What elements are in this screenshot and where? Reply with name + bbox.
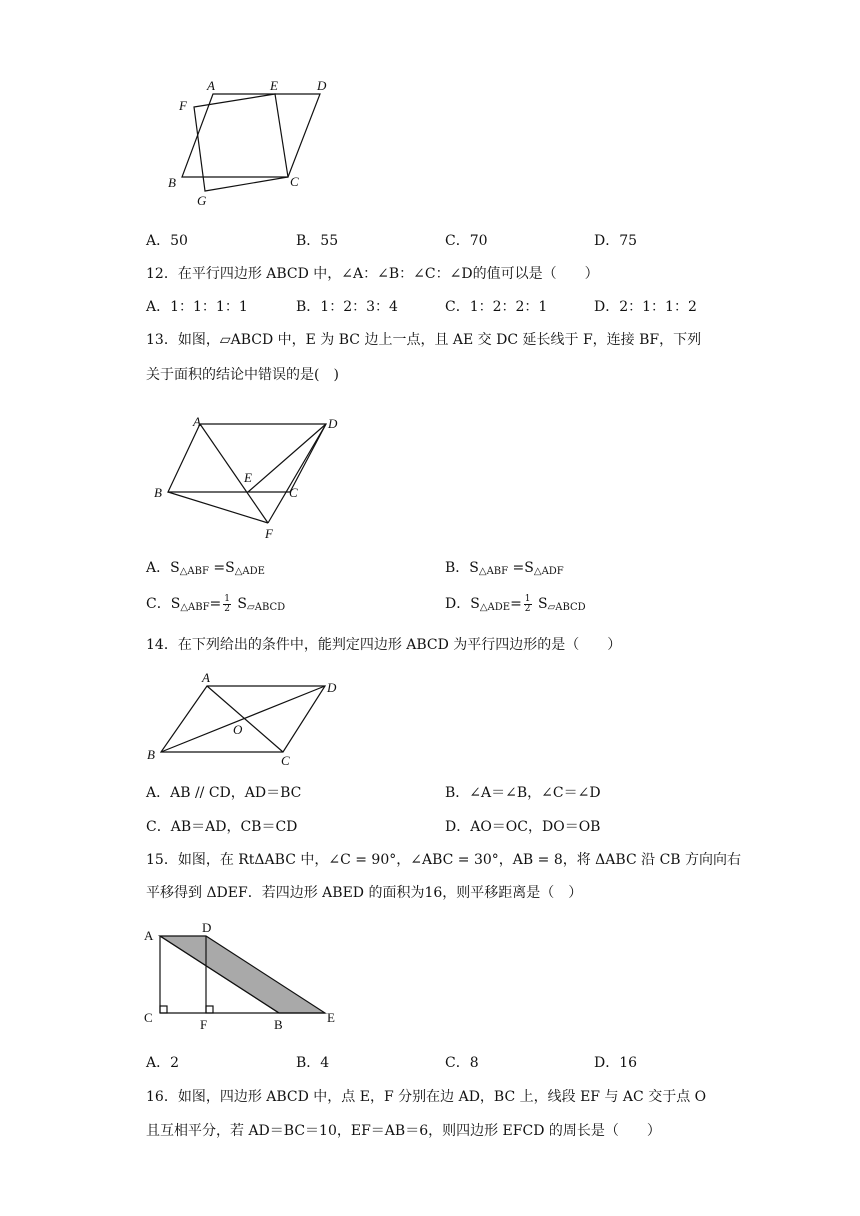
q15-label-e: E — [327, 1010, 335, 1025]
q11-option-d: D．75 — [594, 233, 638, 249]
q11-option-a: A．50 — [146, 233, 188, 249]
q13-figure — [150, 414, 350, 544]
q15-option-c: C．8 — [445, 1055, 479, 1071]
q14-label-a: A — [202, 670, 210, 685]
q14-stem: 14．在下列给出的条件中，能判定四边形 ABCD 为平行四边形的是（ ） — [146, 637, 622, 653]
q13-option-d: D．$S_{\triangle ADE}=$ $\frac{1}{2}$ $S_{▱ABCD}$ — [445, 593, 586, 614]
q11-label-g: G — [197, 193, 207, 208]
q11-label-d: D — [317, 78, 327, 93]
q11-option-c: C．70 — [445, 233, 488, 249]
q14-option-a: A．AB // CD，AD＝BC — [146, 785, 302, 801]
q11-figure — [160, 76, 340, 210]
q15-option-a: A．2 — [146, 1055, 180, 1071]
q14-option-b: B．∠A＝∠B，∠C＝∠D — [445, 785, 601, 801]
q11-label-c: C — [290, 174, 299, 189]
q12-option-a: A．1：1：1：1 — [146, 299, 248, 315]
q13-stem-line1: 13．如图，▱ABCD 中，E 为 BC 边上一点，且 AE 交 DC 延长线于 F，连接 BF，下列 — [146, 332, 702, 348]
q13-option-b: B．$S_{\triangle ABF} =S_{\triangle ADF}$ — [445, 560, 564, 577]
q13-label-e: E — [244, 470, 252, 485]
q12-option-b: B．1：2：3：4 — [296, 299, 398, 315]
q12-option-c: C．1：2：2：1 — [445, 299, 548, 315]
q15-label-d: D — [202, 920, 212, 935]
q15-label-b: B — [274, 1017, 283, 1032]
q14-label-d: D — [327, 680, 337, 695]
q12-option-d: D．2：1：1：2 — [594, 299, 697, 315]
q13-label-a: A — [193, 414, 201, 429]
q13-option-a: A．$S_{\triangle ABF} =S_{\triangle ADE}$ — [146, 560, 265, 577]
q15-figure — [140, 916, 350, 1036]
q16-stem-line2: 且互相平分，若 AD＝BC＝10，EF＝AB＝6，则四边形 EFCD 的周长是（ ） — [146, 1123, 661, 1139]
q14-label-c: C — [281, 753, 290, 768]
fraction: $\frac{1}{2}$ — [524, 593, 531, 614]
q12-stem: 12．在平行四边形 ABCD 中，∠A：∠B：∠C：∠D的值可以是（ ） — [146, 266, 599, 282]
q13-label-c: C — [289, 485, 298, 500]
q11-label-a: A — [207, 78, 215, 93]
q13-option-c: C．$S_{\triangle ABF}=$ $\frac{1}{2}$ $S_{▱ABCD}$ — [146, 593, 286, 614]
q13-label-b: B — [154, 485, 162, 500]
q11-label-e: E — [270, 78, 278, 93]
q14-option-d: D．AO＝OC，DO＝OB — [445, 819, 601, 835]
fraction: $\frac{1}{2}$ — [224, 593, 230, 614]
q14-label-b: B — [147, 747, 155, 762]
q15-label-c: C — [144, 1010, 153, 1025]
q14-option-c: C．AB＝AD，CB＝CD — [146, 819, 298, 835]
q11-label-b: B — [168, 175, 176, 190]
q15-option-b: B．4 — [296, 1055, 330, 1071]
q13-label-d: D — [328, 416, 338, 431]
q11-label-f: F — [179, 98, 187, 113]
q15-option-d: D．16 — [594, 1055, 638, 1071]
q13-stem-line2: 关于面积的结论中错误的是( ) — [146, 367, 339, 383]
q11-option-b: B．55 — [296, 233, 339, 249]
q15-stem-line1: 15．如图，在 RtΔABC 中，∠C = 90°，∠ABC = 30°，AB = 8，将 ΔABC 沿 CB 方向向右 — [146, 852, 742, 868]
q15-label-f: F — [200, 1017, 208, 1032]
q15-label-a: A — [144, 928, 154, 943]
q13-label-f: F — [265, 526, 273, 541]
q16-stem-line1: 16．如图，四边形 ABCD 中，点 E，F 分别在边 AD，BC 上，线段 EF 与 AC 交于点 O — [146, 1089, 707, 1105]
q15-stem-line2: 平移得到 ΔDEF．若四边形 ABED 的面积为16，则平移距离是（ ） — [146, 885, 583, 901]
q14-figure — [145, 670, 350, 770]
q14-label-o: O — [233, 722, 243, 737]
